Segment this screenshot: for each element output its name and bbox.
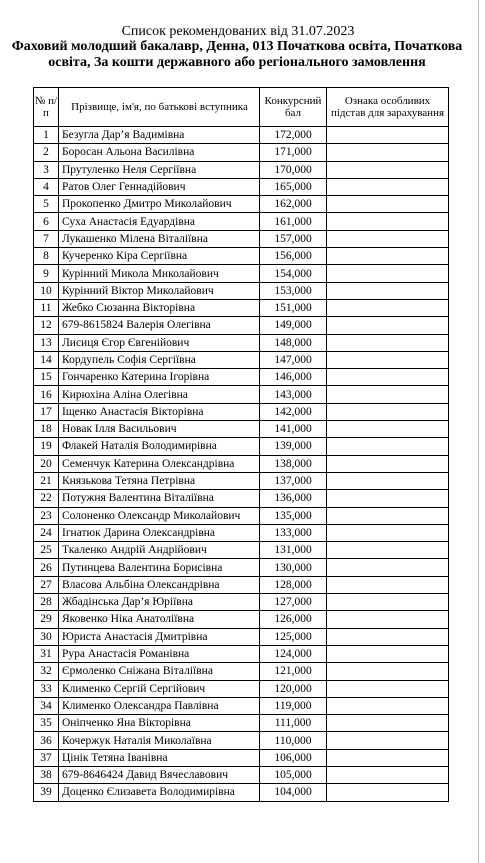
competition-score: 105,000 — [260, 766, 327, 783]
table-row — [34, 732, 449, 749]
row-number: 29 — [34, 611, 59, 628]
table-row — [34, 611, 449, 628]
table-row — [34, 299, 449, 316]
row-number: 3 — [34, 161, 59, 178]
row-number: 20 — [34, 455, 59, 472]
row-number: 15 — [34, 369, 59, 386]
competition-score: 156,000 — [260, 248, 327, 265]
applicant-name: Боросан Альона Василівна — [59, 144, 260, 161]
special-grounds — [327, 524, 449, 541]
special-grounds — [327, 697, 449, 714]
special-grounds — [327, 127, 449, 144]
competition-score: 157,000 — [260, 230, 327, 247]
special-grounds — [327, 766, 449, 783]
table-row — [34, 594, 449, 611]
special-grounds — [327, 628, 449, 645]
row-number: 6 — [34, 213, 59, 230]
table-row — [34, 213, 449, 230]
competition-score: 153,000 — [260, 282, 327, 299]
applicant-name: Ігнатюк Дарина Олександрівна — [59, 524, 260, 541]
page-subtitle: Фаховий молодший бакалавр, Денна, 013 Початкова освіта, Початкова освіта, За кошти державного або регіонального замовлення — [11, 39, 463, 70]
header-note: Ознака особливих підстав для зарахування — [327, 88, 449, 127]
table-row — [34, 715, 449, 732]
special-grounds — [327, 317, 449, 334]
competition-score: 161,000 — [260, 213, 327, 230]
competition-score: 126,000 — [260, 611, 327, 628]
competition-score: 120,000 — [260, 680, 327, 697]
table-row — [34, 749, 449, 766]
applicant-name: Кочержук Наталія Миколаївна — [59, 732, 260, 749]
row-number: 23 — [34, 507, 59, 524]
table-header-row — [34, 88, 449, 127]
competition-score: 148,000 — [260, 334, 327, 351]
table-row — [34, 282, 449, 299]
applicant-name: Лисиця Єгор Євгенійович — [59, 334, 260, 351]
applicant-name: Солоненко Олександр Миколайович — [59, 507, 260, 524]
special-grounds — [327, 645, 449, 662]
row-number: 27 — [34, 576, 59, 593]
competition-score: 138,000 — [260, 455, 327, 472]
table-row — [34, 178, 449, 195]
competition-score: 151,000 — [260, 299, 327, 316]
competition-score: 119,000 — [260, 697, 327, 714]
special-grounds — [327, 144, 449, 161]
row-number: 25 — [34, 542, 59, 559]
table-row — [34, 334, 449, 351]
special-grounds — [327, 732, 449, 749]
competition-score: 170,000 — [260, 161, 327, 178]
competition-score: 125,000 — [260, 628, 327, 645]
special-grounds — [327, 248, 449, 265]
special-grounds — [327, 196, 449, 213]
row-number: 39 — [34, 784, 59, 801]
special-grounds — [327, 161, 449, 178]
applicant-name: Оніпченко Яна Вікторівна — [59, 715, 260, 732]
row-number: 10 — [34, 282, 59, 299]
applicant-name: Власова Альбіна Олександрівна — [59, 576, 260, 593]
table-row — [34, 472, 449, 489]
special-grounds — [327, 507, 449, 524]
table-row — [34, 248, 449, 265]
row-number: 31 — [34, 645, 59, 662]
competition-score: 146,000 — [260, 369, 327, 386]
competition-score: 131,000 — [260, 542, 327, 559]
table-row — [34, 697, 449, 714]
applicant-name: Безугла Дар’я Вадимівна — [59, 127, 260, 144]
special-grounds — [327, 230, 449, 247]
applicant-name: 679-8615824 Валерія Олегівна — [59, 317, 260, 334]
applicant-name: Гончаренко Катерина Ігорівна — [59, 369, 260, 386]
competition-score: 106,000 — [260, 749, 327, 766]
special-grounds — [327, 265, 449, 282]
row-number: 19 — [34, 438, 59, 455]
row-number: 14 — [34, 351, 59, 368]
special-grounds — [327, 455, 449, 472]
special-grounds — [327, 784, 449, 801]
competition-score: 172,000 — [260, 127, 327, 144]
row-number: 16 — [34, 386, 59, 403]
special-grounds — [327, 403, 449, 420]
row-number: 32 — [34, 663, 59, 680]
applicant-name: Прокопенко Дмитро Миколайович — [59, 196, 260, 213]
applicant-name: Семенчук Катерина Олександрівна — [59, 455, 260, 472]
applicant-name: Яковенко Ніка Анатоліївна — [59, 611, 260, 628]
competition-score: 133,000 — [260, 524, 327, 541]
table-row — [34, 265, 449, 282]
competition-score: 154,000 — [260, 265, 327, 282]
applicant-name: Курінний Віктор Миколайович — [59, 282, 260, 299]
header-num: № п/п — [34, 88, 59, 127]
competition-score: 124,000 — [260, 645, 327, 662]
special-grounds — [327, 472, 449, 489]
applicant-name: Іщенко Анастасія Вікторівна — [59, 403, 260, 420]
row-number: 38 — [34, 766, 59, 783]
special-grounds — [327, 282, 449, 299]
table-row — [34, 351, 449, 368]
competition-score: 139,000 — [260, 438, 327, 455]
row-number: 13 — [34, 334, 59, 351]
special-grounds — [327, 749, 449, 766]
table-row — [34, 438, 449, 455]
row-number: 21 — [34, 472, 59, 489]
applicant-name: Лукашенко Мілена Віталіївна — [59, 230, 260, 247]
table-row — [34, 766, 449, 783]
competition-score: 127,000 — [260, 594, 327, 611]
row-number: 1 — [34, 127, 59, 144]
table-row — [34, 663, 449, 680]
row-number: 22 — [34, 490, 59, 507]
competition-score: 111,000 — [260, 715, 327, 732]
table-row — [34, 317, 449, 334]
row-number: 36 — [34, 732, 59, 749]
applicant-name: Суха Анастасія Едуардівна — [59, 213, 260, 230]
table-body — [34, 127, 449, 802]
row-number: 37 — [34, 749, 59, 766]
table-row — [34, 230, 449, 247]
table-row — [34, 542, 449, 559]
page-title: Список рекомендованих від 31.07.2023 — [121, 24, 355, 39]
row-number: 5 — [34, 196, 59, 213]
applicant-name: Новак Ілля Васильович — [59, 421, 260, 438]
table-row — [34, 490, 449, 507]
special-grounds — [327, 351, 449, 368]
competition-score: 104,000 — [260, 784, 327, 801]
table-row — [34, 455, 449, 472]
row-number: 2 — [34, 144, 59, 161]
applicant-name: Єрмоленко Сніжана Віталіївна — [59, 663, 260, 680]
competition-score: 162,000 — [260, 196, 327, 213]
competition-score: 147,000 — [260, 351, 327, 368]
applicant-name: Путинцева Валентина Борисівна — [59, 559, 260, 576]
applicant-name: Клименко Сергій Сергійович — [59, 680, 260, 697]
competition-score: 142,000 — [260, 403, 327, 420]
special-grounds — [327, 213, 449, 230]
table-row — [34, 576, 449, 593]
applicant-name: Флакей Наталія Володимирівна — [59, 438, 260, 455]
special-grounds — [327, 386, 449, 403]
row-number: 30 — [34, 628, 59, 645]
row-number: 4 — [34, 178, 59, 195]
table-row — [34, 161, 449, 178]
special-grounds — [327, 369, 449, 386]
competition-score: 128,000 — [260, 576, 327, 593]
applicant-name: Курінний Микола Миколайович — [59, 265, 260, 282]
table-row — [34, 403, 449, 420]
competition-score: 149,000 — [260, 317, 327, 334]
ranking-table — [33, 87, 449, 802]
applicant-name: Жебко Сюзанна Вікторівна — [59, 299, 260, 316]
page-edge-divider — [478, 0, 479, 863]
special-grounds — [327, 542, 449, 559]
row-number: 18 — [34, 421, 59, 438]
applicant-name: Цінік Тетяна Іванівна — [59, 749, 260, 766]
special-grounds — [327, 438, 449, 455]
applicant-name: Кордупель Софія Сергіївна — [59, 351, 260, 368]
applicant-name: Доценко Єлизавета Володимирівна — [59, 784, 260, 801]
applicant-name: Князькова Тетяна Петрівна — [59, 472, 260, 489]
special-grounds — [327, 715, 449, 732]
table-row — [34, 507, 449, 524]
applicant-name: Рура Анастасія Романівна — [59, 645, 260, 662]
special-grounds — [327, 490, 449, 507]
row-number: 11 — [34, 299, 59, 316]
table-row — [34, 144, 449, 161]
row-number: 8 — [34, 248, 59, 265]
header-score: Конкурсний бал — [260, 88, 327, 127]
special-grounds — [327, 178, 449, 195]
row-number: 28 — [34, 594, 59, 611]
row-number: 35 — [34, 715, 59, 732]
competition-score: 135,000 — [260, 507, 327, 524]
special-grounds — [327, 594, 449, 611]
row-number: 24 — [34, 524, 59, 541]
table-row — [34, 784, 449, 801]
row-number: 33 — [34, 680, 59, 697]
row-number: 12 — [34, 317, 59, 334]
special-grounds — [327, 663, 449, 680]
row-number: 34 — [34, 697, 59, 714]
applicant-name: Кирюхіна Аліна Олегівна — [59, 386, 260, 403]
row-number: 7 — [34, 230, 59, 247]
special-grounds — [327, 299, 449, 316]
competition-score: 137,000 — [260, 472, 327, 489]
competition-score: 171,000 — [260, 144, 327, 161]
table-row — [34, 386, 449, 403]
special-grounds — [327, 421, 449, 438]
table-row — [34, 524, 449, 541]
table-row — [34, 559, 449, 576]
row-number: 26 — [34, 559, 59, 576]
applicant-name: Жбадінська Дар’я Юріївна — [59, 594, 260, 611]
table-row — [34, 628, 449, 645]
applicant-name: Прутуленко Неля Сергіївна — [59, 161, 260, 178]
applicant-name: 679-8646424 Давид Вячеславович — [59, 766, 260, 783]
row-number: 9 — [34, 265, 59, 282]
special-grounds — [327, 611, 449, 628]
special-grounds — [327, 559, 449, 576]
competition-score: 143,000 — [260, 386, 327, 403]
competition-score: 136,000 — [260, 490, 327, 507]
competition-score: 165,000 — [260, 178, 327, 195]
table-row — [34, 421, 449, 438]
table-row — [34, 680, 449, 697]
header-name: Прізвище, ім'я, по батькові вступника — [59, 88, 260, 127]
row-number: 17 — [34, 403, 59, 420]
table-row — [34, 645, 449, 662]
applicant-name: Юриста Анастасія Дмитрівна — [59, 628, 260, 645]
competition-score: 141,000 — [260, 421, 327, 438]
applicant-name: Ткаленко Андрій Андрійович — [59, 542, 260, 559]
applicant-name: Клименко Олександра Павлівна — [59, 697, 260, 714]
table-row — [34, 127, 449, 144]
table-row — [34, 369, 449, 386]
special-grounds — [327, 334, 449, 351]
special-grounds — [327, 576, 449, 593]
special-grounds — [327, 680, 449, 697]
competition-score: 110,000 — [260, 732, 327, 749]
applicant-name: Кучеренко Кіра Сергіївна — [59, 248, 260, 265]
competition-score: 121,000 — [260, 663, 327, 680]
competition-score: 130,000 — [260, 559, 327, 576]
table-row — [34, 196, 449, 213]
applicant-name: Ратов Олег Геннадійович — [59, 178, 260, 195]
applicant-name: Потужня Валентина Віталіївна — [59, 490, 260, 507]
